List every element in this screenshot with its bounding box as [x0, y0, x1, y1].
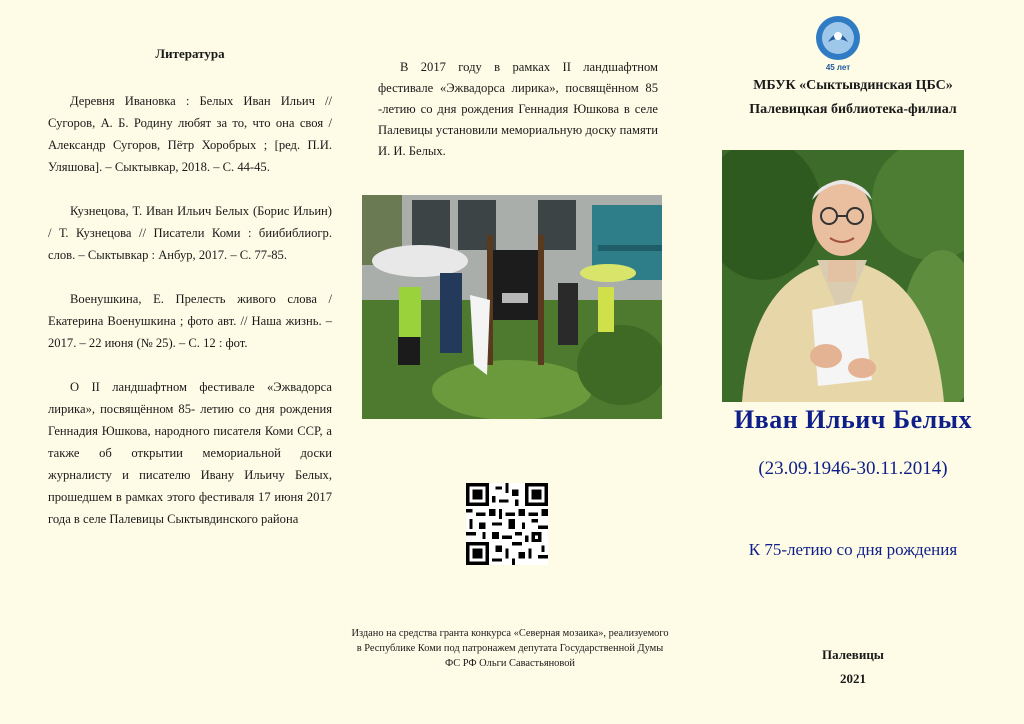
- place-name: Палевицы: [822, 647, 884, 662]
- literature-panel: [0, 0, 340, 724]
- middle-panel: [340, 0, 682, 724]
- literature-item: О II ландшафтном фестивале «Эжвадорса лирика», посвящённом 85- летию со дня рождения Геннадия Юшкова, народного писателя Коми ССР, а также об открытии мемориальной доски журналисту и писателю Ивану Ильичу Белых, прошедшем в рамках этого фестиваля 17 июня 2017 года в селе Палевицы Сыктывдинского района: [48, 380, 332, 526]
- literature-item: Деревня Ивановка : Белых Иван Ильич // Сугоров, А. Б. Родину любят за то, что она своя / Александр Сугоров, Пётр Хоробрых ; [ред. П.И. Уляшова]. – Сыктывкар, 2018. – С. 44-45.: [48, 94, 332, 174]
- grant-footer-note: Издано на средства гранта конкурса «Северная мозаика», реализуемого в Республике Коми под патронажем депутата Государственной Думы ФС РФ Ольги Савастьяновой: [351, 628, 669, 670]
- logo-caption: 45 лет: [825, 63, 851, 72]
- portrait-photo: [722, 150, 964, 402]
- library-logo: [806, 12, 870, 74]
- organization-name: МБУК «Сыктывдинская ЦБС»: [753, 78, 953, 93]
- person-name: Иван Ильич Белых: [733, 405, 973, 434]
- intro-text: В 2017 году в рамках II ландшафтном фестивале «Эжвадорса лирика», посвящённом 85 -летию со дня рождения Геннадия Юшкова в селе Палевицы установили мемориальную доску памяти И. И. Белых.: [378, 59, 658, 158]
- literature-item: Кузнецова, Т. Иван Ильич Белых (Борис Ильин) / Т. Кузнецова // Писатели Коми : биибиблиогр. слов. – Сыктывкар : Анбур, 2017. – С. 77-85.: [48, 204, 332, 262]
- literature-heading: Литература: [155, 46, 225, 61]
- life-dates: (23.09.1946-30.11.2014): [758, 458, 948, 479]
- publication-year: 2021: [840, 671, 866, 686]
- memorial-plaque-photo: [362, 195, 662, 419]
- branch-name: Палевицкая библиотека-филиал: [749, 102, 957, 117]
- anniversary-caption: К 75-летию со дня рождения: [748, 540, 958, 559]
- cover-panel: [682, 0, 1024, 724]
- qr-code[interactable]: [466, 483, 548, 565]
- literature-item: Военушкина, Е. Прелесть живого слова / Екатерина Военушкина ; фото авт. // Наша жизнь. – 2017. – 22 июня (№ 25). – С. 12 : фот.: [48, 292, 332, 350]
